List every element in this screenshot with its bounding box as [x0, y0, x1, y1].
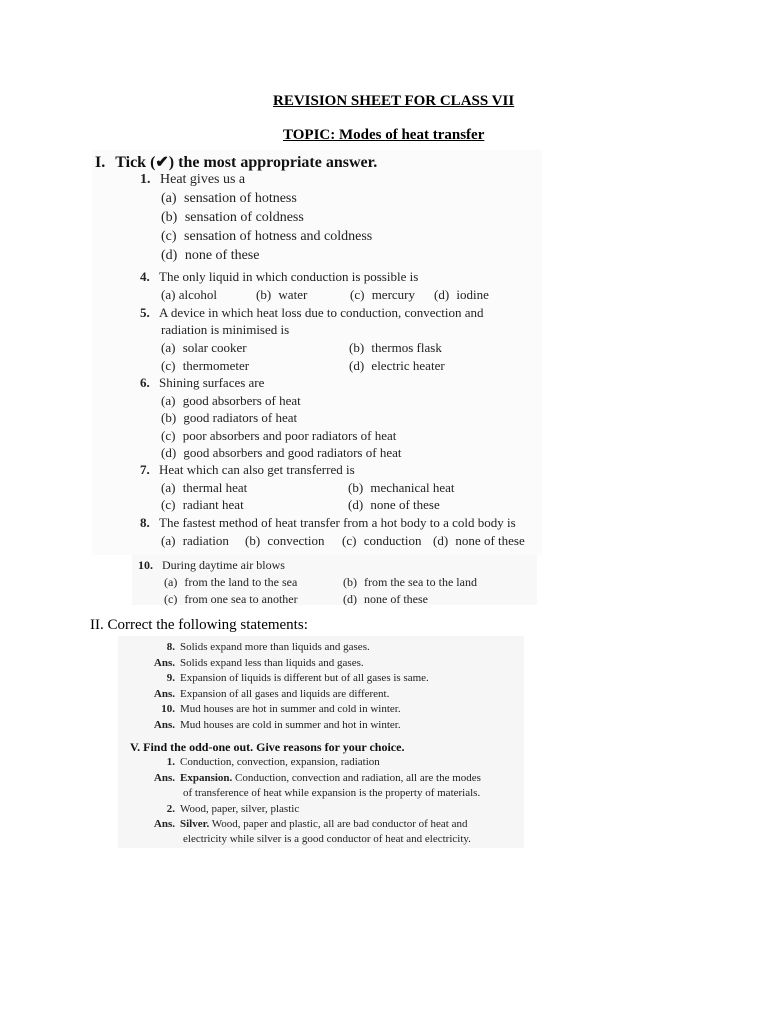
odd-one-answer-line-2: of transference of heat while expansion is the property of materials. — [183, 787, 481, 799]
option — [350, 287, 415, 303]
option-text: convection — [267, 533, 325, 548]
question-6 — [140, 375, 264, 391]
option-key: (b) — [245, 533, 261, 548]
option-key: (d) — [433, 533, 449, 548]
option-text: from one sea to another — [184, 592, 298, 606]
option-text: thermal heat — [182, 480, 248, 495]
question-text-line-1: A device in which heat loss due to conduction, convection and — [159, 305, 484, 320]
section-1-heading-pre: Tick ( — [115, 154, 156, 171]
option-key: (c) — [161, 428, 176, 443]
item-text: Expansion of all gases and liquids are different. — [180, 688, 390, 700]
option-key: (a) — [161, 393, 176, 408]
option — [161, 428, 396, 444]
option-text: sensation of hotness and coldness — [184, 229, 373, 244]
option-text: good absorbers of heat — [182, 393, 301, 408]
item-label: 9. — [166, 672, 175, 684]
option-key: (d) — [434, 287, 450, 302]
item-text: Mud houses are cold in summer and hot in winter. — [180, 719, 401, 731]
option-text: none of these — [370, 497, 440, 512]
option — [164, 575, 297, 590]
option-key: (a) — [164, 575, 178, 589]
option-text: sensation of hotness — [184, 191, 297, 206]
option-key: (a) — [161, 533, 176, 548]
option — [343, 592, 428, 607]
page-title: REVISION SHEET FOR CLASS VII — [273, 93, 515, 109]
option-text: good radiators of heat — [183, 410, 298, 425]
option-text: none of these — [184, 248, 260, 263]
item-text: Solids expand less than liquids and gases. — [180, 657, 364, 669]
item-text: Conduction, convection, expansion, radiation — [180, 756, 380, 768]
correction-item — [147, 672, 429, 684]
section-1-heading — [95, 152, 377, 172]
correction-answer — [147, 719, 401, 731]
question-number: 4. — [140, 269, 150, 284]
question-number: 8. — [140, 515, 150, 530]
option — [164, 592, 298, 607]
question-text: The only liquid in which conduction is possible is — [159, 269, 419, 284]
answer-text-line-1: Conduction, convection and radiation, all are the modes — [232, 772, 481, 784]
option — [161, 445, 401, 461]
answer-text-line-1: Wood, paper and plastic, all are bad conductor of heat and — [209, 818, 468, 830]
option — [161, 229, 372, 245]
option-key: (c) — [342, 533, 357, 548]
item-label: 2. — [166, 803, 175, 815]
option — [161, 358, 249, 374]
option — [433, 533, 525, 549]
question-text: Heat gives us a — [160, 172, 246, 187]
option-text: thermos flask — [371, 340, 442, 355]
option — [349, 358, 445, 374]
odd-one-question — [147, 803, 299, 815]
item-text: Solids expand more than liquids and gases. — [180, 641, 370, 653]
item-label: 8. — [166, 641, 175, 653]
item-label: 1. — [166, 756, 175, 768]
option-text: electric heater — [371, 358, 445, 373]
option-key: (d) — [349, 358, 365, 373]
option-key: (c) — [161, 229, 177, 244]
option-text: none of these — [364, 592, 428, 606]
section-1-heading-post: ) the most appropriate answer. — [168, 154, 378, 171]
option — [348, 497, 440, 513]
option — [348, 480, 455, 496]
tick-icon: ✔ — [155, 154, 169, 171]
option — [434, 287, 489, 303]
section-2-heading: II. Correct the following statements: — [90, 617, 308, 633]
item-text: Mud houses are hot in summer and cold in winter. — [180, 703, 401, 715]
odd-one-answer-line-2: electricity while silver is a good conductor of heat and electricity. — [183, 833, 471, 845]
answer-bold: Expansion. — [180, 772, 233, 784]
question-text: Shining surfaces are — [159, 375, 265, 390]
item-label: 10. — [161, 703, 175, 715]
option-key: (b) — [161, 410, 177, 425]
question-5-line-2: radiation is minimised is — [161, 322, 290, 337]
question-8 — [140, 515, 516, 531]
option-key: (a) — [161, 340, 176, 355]
option — [161, 210, 304, 226]
option-key: (a) — [161, 480, 176, 495]
question-4 — [140, 269, 418, 285]
correction-item — [147, 641, 370, 653]
option — [349, 340, 442, 356]
option-key: (a) — [161, 287, 176, 302]
option — [161, 497, 244, 513]
option — [343, 575, 477, 590]
option-text: radiant heat — [182, 497, 244, 512]
option-text: mechanical heat — [370, 480, 455, 495]
option-key: (b) — [349, 340, 365, 355]
section-5-heading: V. Find the odd-one out. Give reasons for your choice. — [130, 740, 405, 754]
item-text: Expansion of liquids is different but of all gases is same. — [180, 672, 429, 684]
option-text: sensation of coldness — [184, 210, 304, 225]
scan-region-mcq — [92, 150, 542, 555]
odd-one-answer — [147, 772, 481, 784]
odd-one-answer — [147, 818, 467, 830]
answer-bold: Silver. — [180, 818, 210, 830]
question-1 — [140, 172, 245, 188]
option-text: conduction — [363, 533, 422, 548]
question-text: The fastest method of heat transfer from a hot body to a cold body is — [159, 515, 516, 530]
option — [161, 393, 301, 409]
option-text: none of these — [455, 533, 525, 548]
option-key: (b) — [348, 480, 364, 495]
option — [161, 248, 259, 264]
option-text: thermometer — [182, 358, 250, 373]
option-key: (b) — [256, 287, 272, 302]
option-key: (d) — [161, 248, 178, 263]
option-text: good absorbers and good radiators of heat — [183, 445, 402, 460]
option-key: (c) — [350, 287, 365, 302]
option-text: mercury — [371, 287, 415, 302]
question-number: 5. — [140, 305, 150, 320]
item-label: Ans. — [153, 657, 175, 669]
item-text: Wood, paper, silver, plastic — [180, 803, 300, 815]
option-text: from the land to the sea — [184, 575, 298, 589]
option-key: (a) — [161, 191, 177, 206]
option-key: (c) — [161, 358, 176, 373]
question-number: 6. — [140, 375, 150, 390]
option-key: (d) — [348, 497, 364, 512]
option-key: (c) — [164, 592, 178, 606]
option-key: (c) — [161, 497, 176, 512]
item-label: Ans. — [153, 719, 175, 731]
option-text: iodine — [456, 287, 489, 302]
option-key: (d) — [343, 592, 357, 606]
option-text: poor absorbers and poor radiators of heat — [182, 428, 397, 443]
option — [256, 287, 307, 303]
correction-item — [147, 703, 401, 715]
option — [342, 533, 421, 549]
option — [161, 287, 217, 303]
option — [161, 533, 229, 549]
correction-answer — [147, 688, 389, 700]
question-7 — [140, 462, 355, 478]
option — [161, 410, 297, 426]
option — [161, 191, 297, 207]
section-1-numeral: I. — [95, 154, 106, 171]
question-number: 1. — [140, 172, 151, 187]
option — [161, 480, 247, 496]
question-text: Heat which can also get transferred is — [159, 462, 355, 477]
page-topic: TOPIC: Modes of heat transfer — [283, 127, 485, 143]
option-key: (b) — [343, 575, 357, 589]
question-number: 7. — [140, 462, 150, 477]
option-text: solar cooker — [182, 340, 247, 355]
option — [245, 533, 324, 549]
question-5 — [140, 305, 484, 321]
correction-answer — [147, 657, 364, 669]
option-text: water — [278, 287, 308, 302]
option-key: (b) — [161, 210, 178, 225]
option-text: alcohol — [178, 287, 217, 302]
option — [161, 340, 247, 356]
option-text: radiation — [182, 533, 229, 548]
question-number: 10. — [138, 558, 153, 572]
question-text: During daytime air blows — [162, 558, 285, 572]
option-key: (d) — [161, 445, 177, 460]
item-label: Ans. — [153, 818, 175, 830]
question-10 — [138, 558, 285, 573]
item-label: Ans. — [153, 772, 175, 784]
item-label: Ans. — [153, 688, 175, 700]
option-text: from the sea to the land — [364, 575, 477, 589]
odd-one-question — [147, 756, 380, 768]
